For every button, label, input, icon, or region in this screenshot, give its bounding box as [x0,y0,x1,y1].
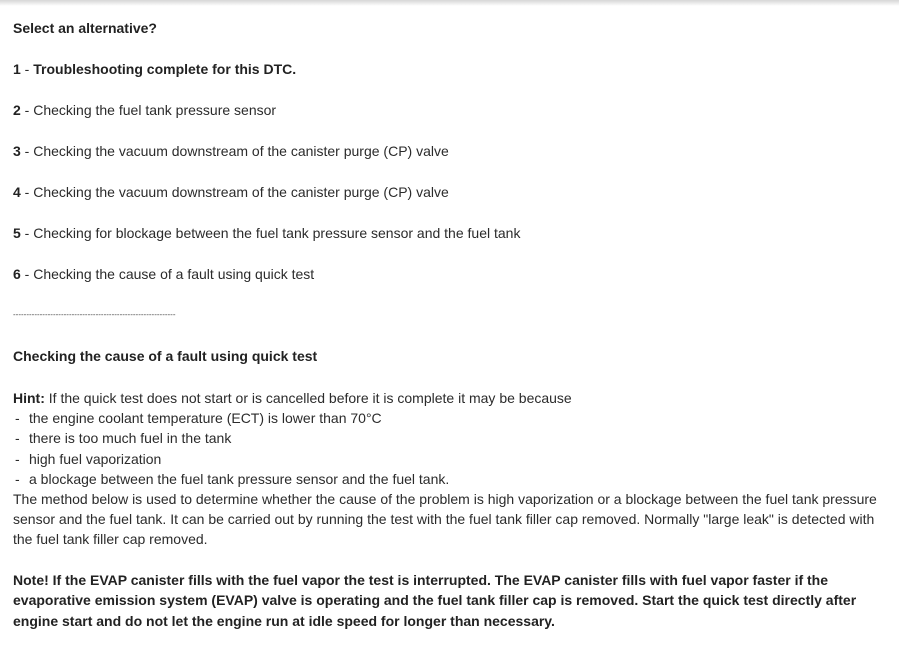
alternative-option-4[interactable] [13,183,893,201]
note-paragraph: Note! If the EVAP canister fills with the fuel vapor the test is interrupted. The EVAP canister fills with fuel vapor faster if the evaporative emission system (EVAP) valve is operating and the fuel tank filler cap is removed. Start the quick test directly after engine start and do not let the engine run at idle speed for longer than necessary. [13,571,857,629]
option-separator: - [20,225,34,241]
bullet-text: the engine coolant temperature (ECT) is lower than 70°C [29,410,382,427]
method-paragraph: The method below is used to determine whether the cause of the problem is high vaporization or a blockage between the fuel tank pressure sensor and the fuel tank. It can be carried out by running the test with the fuel tank filler cap removed. Normally "large leak" is detected with the fuel tank filler cap removed. [13,491,877,548]
hint-text: If the quick test does not start or is cancelled before it is complete it may be because [44,390,572,406]
alternative-option-6[interactable] [13,265,893,283]
bullet-dash: - [15,470,20,487]
option-number: 3 [13,143,21,159]
section-divider: ------------------------------------------------------------- [13,310,176,319]
hint-label: Hint: [13,390,45,406]
option-number: 2 [13,102,21,118]
bullet-dash: - [15,430,20,447]
option-number: 4 [13,184,21,200]
option-link-text[interactable]: Checking the vacuum downstream of the canister purge (CP) valve [33,184,449,200]
alternatives-list [13,60,893,283]
option-number: 5 [13,225,21,241]
bullet-dash: - [15,450,20,467]
hint-bullet [13,428,893,448]
hint-bullet [13,449,893,469]
select-alternative-heading: Select an alternative? [13,20,157,36]
bullet-dash: - [15,410,20,427]
alternative-option-3[interactable] [13,142,893,160]
top-shadow [0,0,899,6]
option-link-text[interactable]: Checking for blockage between the fuel tank pressure sensor and the fuel tank [33,225,521,241]
bullet-text: high fuel vaporization [29,450,162,467]
bullet-text: a blockage between the fuel tank pressure sensor and the fuel tank. [29,470,450,487]
alternative-option-1[interactable] [13,60,893,78]
hint-block [13,388,893,550]
option-link-text[interactable]: Checking the vacuum downstream of the canister purge (CP) valve [33,143,449,159]
option-separator: - [20,266,34,282]
alternative-option-2[interactable] [13,101,893,119]
option-link-text[interactable]: Checking the fuel tank pressure sensor [33,102,277,118]
option-separator: - [20,61,34,77]
section-title: Checking the cause of a fault using quick test [13,348,318,364]
bullet-text: there is too much fuel in the tank [29,430,232,447]
option-separator: - [20,102,34,118]
option-separator: - [20,143,34,159]
option-separator: - [20,184,34,200]
option-link-text[interactable]: Troubleshooting complete for this DTC. [33,61,297,77]
hint-bullet [13,408,893,428]
option-number: 1 [13,61,21,77]
document-content [13,19,893,631]
hint-bullet [13,469,893,489]
option-link-text[interactable]: Checking the cause of a fault using quick test [33,266,315,282]
alternative-option-5[interactable] [13,224,893,242]
option-number: 6 [13,266,21,282]
